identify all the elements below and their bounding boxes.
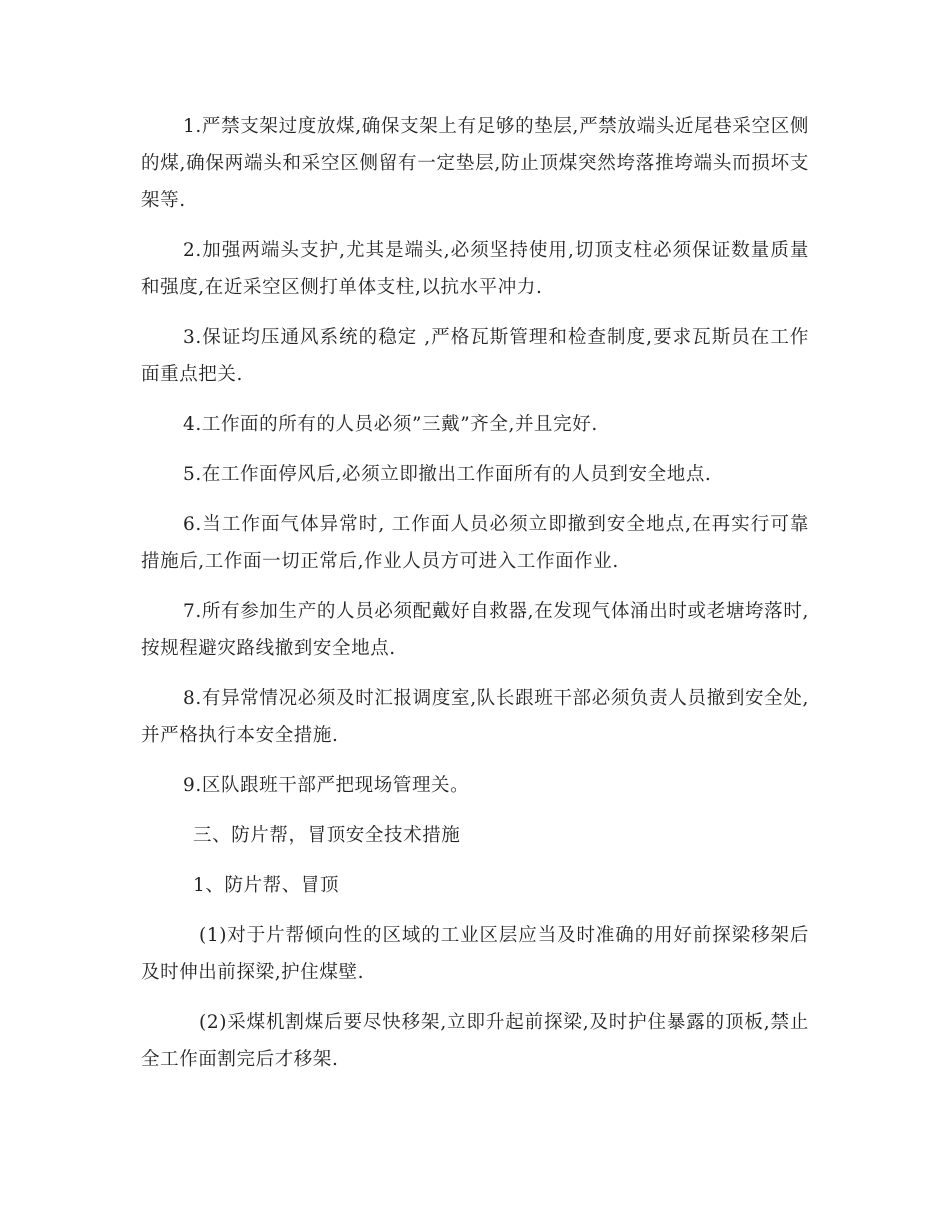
paragraph-item-2: 2.加强两端头支护,尤其是端头,必须坚持使用,切顶支柱必须保证数量质量和强度,在近采空区侧打单体支柱,以抗水平冲力. xyxy=(141,240,809,298)
paragraph-item-9: 9.区队跟班干部严把现场管理关。 xyxy=(183,775,470,796)
subsection-heading: 1、防片帮、冒顶 xyxy=(193,875,340,896)
paragraph-sub-item-2: (2)采煤机割煤后要尽快移架,立即升起前探梁,及时护住暴露的顶板,禁止全工作面割完后才移架. xyxy=(141,1012,809,1070)
paragraph-item-1: 1.严禁支架过度放煤,确保支架上有足够的垫层,严禁放端头近尾巷采空区侧的煤,确保两端头和采空区侧留有一定垫层,防止顶煤突然垮落推垮端头而损坏支架等. xyxy=(141,116,809,211)
paragraph-item-6: 6.当工作面气体异常时, 工作面人员必须立即撤到安全地点,在再实行可靠措施后,工作面一切正常后,作业人员方可进入工作面作业. xyxy=(141,514,809,572)
paragraph-item-3: 3.保证均压通风系统的稳定 ,严格瓦斯管理和检查制度,要求瓦斯员在工作面重点把关. xyxy=(141,327,809,385)
paragraph-item-5: 5.在工作面停风后,必须立即撤出工作面所有的人员到安全地点. xyxy=(183,464,712,485)
paragraph-item-4: 4.工作面的所有的人员必须”三戴”齐全,并且完好. xyxy=(183,414,598,435)
document-body xyxy=(141,108,809,1091)
section-heading: 三、防片帮，冒顶安全技术措施 xyxy=(193,825,461,846)
paragraph-item-8: 8.有异常情况必须及时汇报调度室,队长跟班干部必须负责人员撤到安全处,并严格执行本安全措施. xyxy=(141,688,809,746)
paragraph-sub-item-1: (1)对于片帮倾向性的区域的工业区层应当及时准确的用好前探梁移架后及时伸出前探梁,护住煤壁. xyxy=(141,925,809,983)
paragraph-item-7: 7.所有参加生产的人员必须配戴好自救器,在发现气体涌出时或老塘垮落时,按规程避灾路线撤到安全地点. xyxy=(141,601,809,659)
